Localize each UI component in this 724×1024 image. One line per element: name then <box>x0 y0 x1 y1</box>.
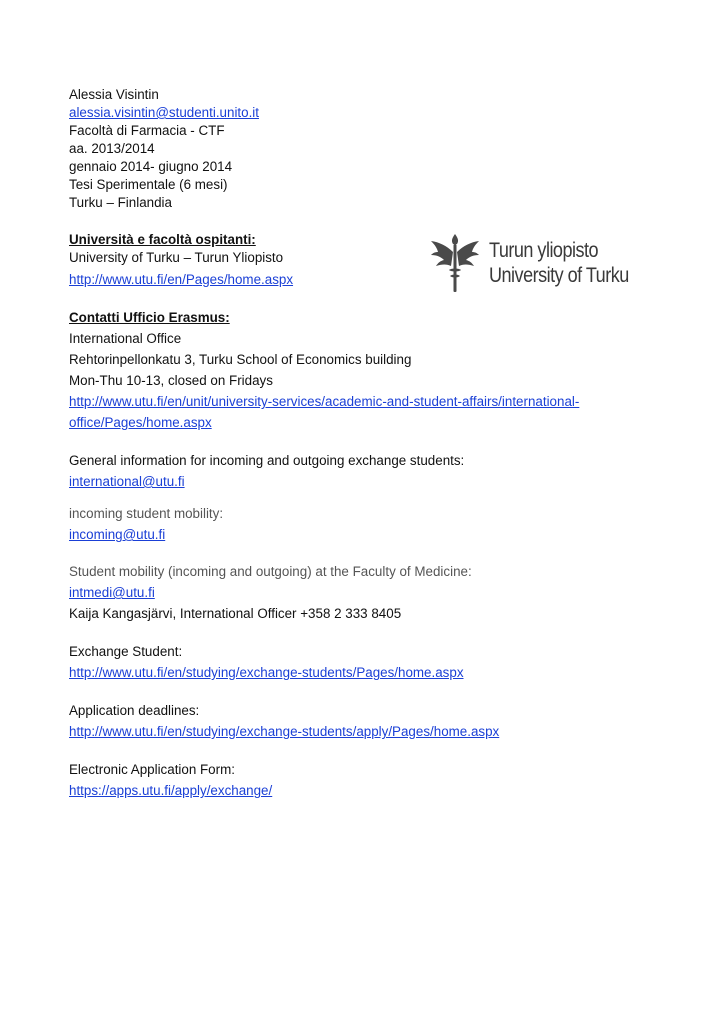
incoming-email-link[interactable]: incoming@utu.fi <box>69 527 166 542</box>
host-heading: Università e facoltà ospitanti: <box>69 232 256 247</box>
university-logo <box>429 232 641 294</box>
medicine-contact: Kaija Kangasjärvi, International Officer +358 2 333 8405 <box>69 606 402 621</box>
host-url-link[interactable]: http://www.utu.fi/en/Pages/home.aspx <box>69 272 294 287</box>
university-emblem-icon <box>429 232 481 294</box>
student-email-link[interactable]: alessia.visintin@studenti.unito.it <box>69 105 259 120</box>
logo-line-finnish: Turun yliopisto <box>489 239 599 262</box>
erasmus-hours: Mon-Thu 10-13, closed on Fridays <box>69 373 273 388</box>
form-url-link[interactable]: https://apps.utu.fi/apply/exchange/ <box>69 783 273 798</box>
logo-line-english: University of Turku <box>489 264 629 287</box>
erasmus-url-link-line2[interactable]: office/Pages/home.aspx <box>69 415 212 430</box>
general-info-label: General information for incoming and outgoing exchange students: <box>69 453 465 468</box>
erasmus-url-link-line1[interactable]: http://www.utu.fi/en/unit/university-services/academic-and-student-affairs/international- <box>69 394 580 409</box>
document-body <box>69 86 669 800</box>
exchange-url-link[interactable]: http://www.utu.fi/en/studying/exchange-students/Pages/home.aspx <box>69 665 464 680</box>
period: gennaio 2014- giugno 2014 <box>69 159 233 174</box>
logo-wordmark <box>489 238 652 288</box>
exchange-label: Exchange Student: <box>69 644 183 659</box>
erasmus-office: International Office <box>69 331 182 346</box>
medicine-email-link[interactable]: intmedi@utu.fi <box>69 585 155 600</box>
thesis: Tesi Sperimentale (6 mesi) <box>69 177 228 192</box>
erasmus-heading: Contatti Ufficio Erasmus: <box>69 310 230 325</box>
host-university: University of Turku – Turun Yliopisto <box>69 250 284 265</box>
faculty: Facoltà di Farmacia - CTF <box>69 123 225 138</box>
general-email-link[interactable]: international@utu.fi <box>69 474 185 489</box>
erasmus-address: Rehtorinpellonkatu 3, Turku School of Economics building <box>69 352 412 367</box>
form-label: Electronic Application Form: <box>69 762 235 777</box>
deadlines-label: Application deadlines: <box>69 703 200 718</box>
medicine-label: Student mobility (incoming and outgoing) at the Faculty of Medicine: <box>69 564 472 579</box>
academic-year: aa. 2013/2014 <box>69 141 155 156</box>
deadlines-url-link[interactable]: http://www.utu.fi/en/studying/exchange-students/apply/Pages/home.aspx <box>69 724 500 739</box>
student-name: Alessia Visintin <box>69 87 159 102</box>
incoming-label: incoming student mobility: <box>69 506 224 521</box>
location: Turku – Finlandia <box>69 195 172 210</box>
